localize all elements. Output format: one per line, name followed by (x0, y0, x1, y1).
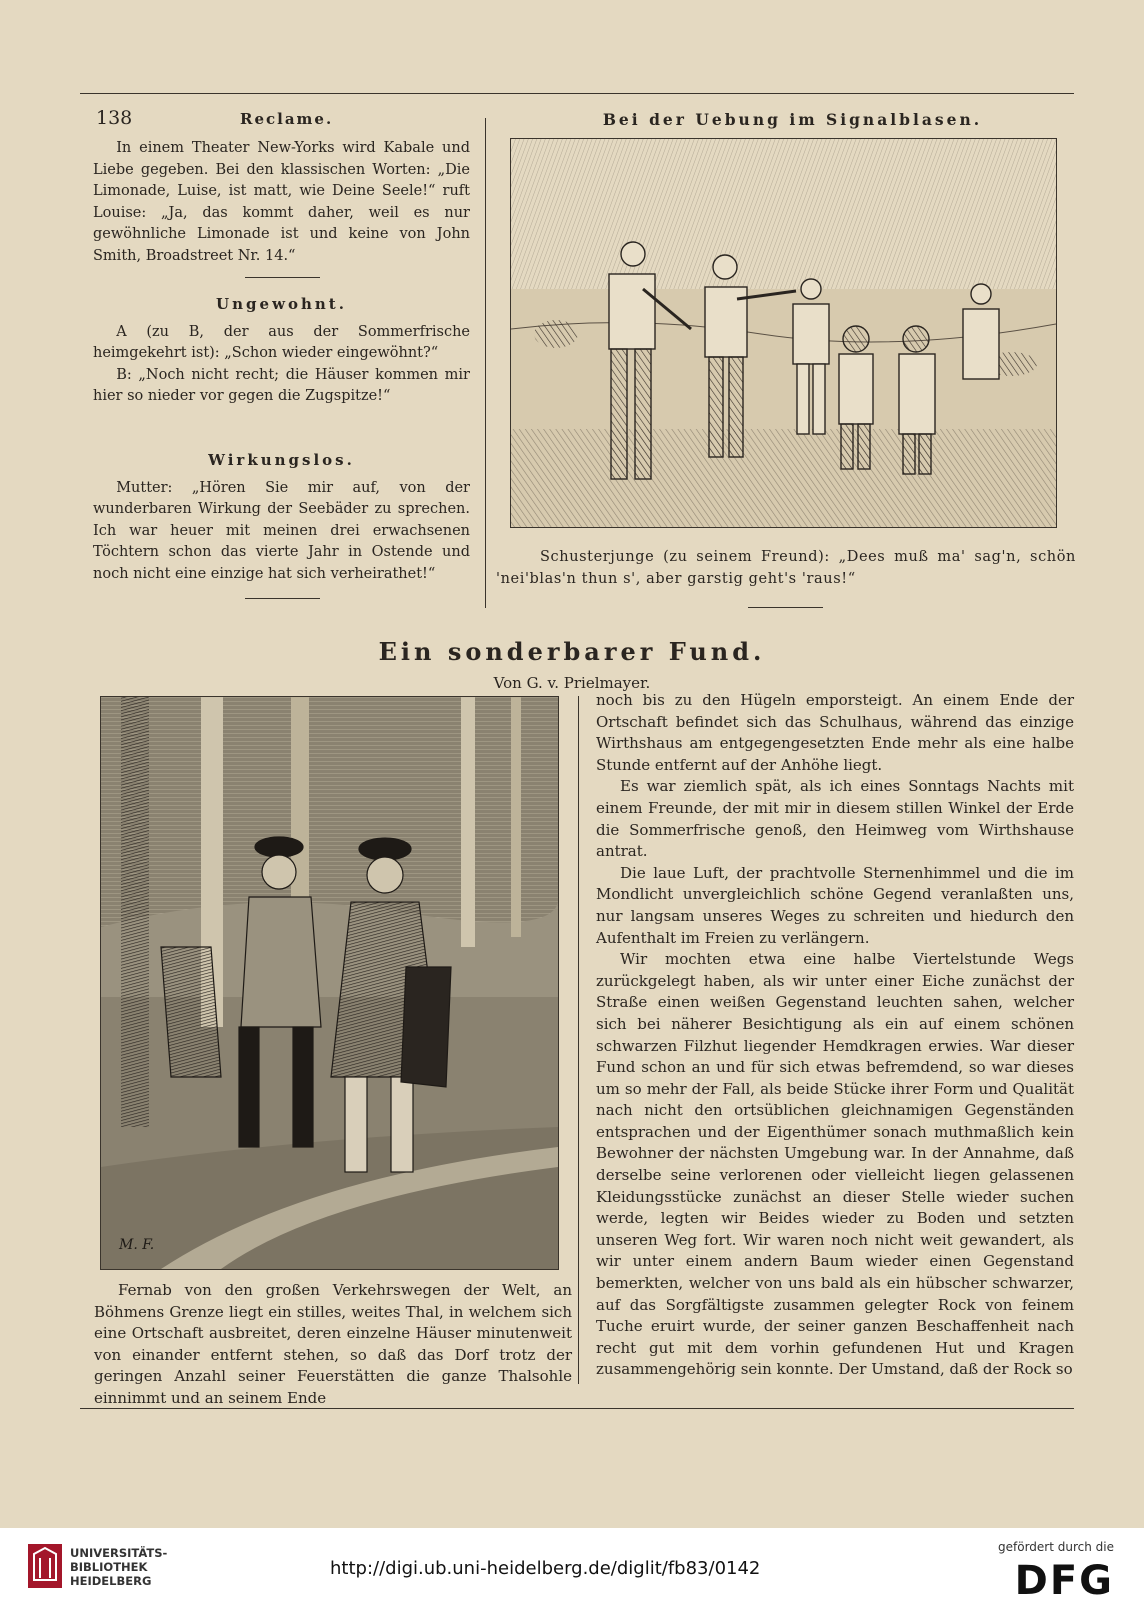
wirkungslos-text: Mutter: „Hören Sie mir auf, von der wunderbaren Wirkung der Seebäder zu sprechen. Ich war heuer mit meinen drei erwachsenen Töchtern schon das vierte Jahr in Ostende und noch nicht eine einzige hat sich verheirathet!“ (93, 479, 470, 582)
story-paragraph: Fernab von den großen Verkehrswegen der Welt, an Böhmens Grenze liegt ein stilles, weites Thal, in welchem sich eine Ortschaft ausbreitet, deren einzelne Häuser minutenweit von einander entfernt stehen, so daß das Dorf trotz der geringen Anzahl seiner Feuerstätten die ganze Thalsohle einnimmt und an seinem Ende (94, 1281, 572, 1407)
wirkungslos-block (93, 450, 470, 586)
column-divider (485, 118, 486, 608)
wirkungslos-title: Wirkungslos. (208, 451, 355, 469)
story-right-column (596, 690, 1074, 1381)
library-name: UNIVERSITÄTS- BIBLIOTHEK HEIDELBERG (70, 1546, 168, 1588)
section-title: Reclame. (240, 110, 334, 128)
engraving-drawing (101, 697, 558, 1269)
page-number: 138 (96, 107, 133, 129)
ungewohnt-block (93, 294, 470, 408)
engraving-signature: M. F. (119, 1237, 155, 1253)
cartoon-drawing (511, 139, 1056, 527)
separator-rule (245, 598, 320, 599)
library-logo-icon (28, 1544, 62, 1588)
story-title: Ein sonderbarer Fund. (378, 637, 766, 666)
footer-bar (0, 1528, 1144, 1607)
funding-note: gefördert durch die (998, 1540, 1114, 1554)
cartoon-caption: Schusterjunge (zu seinem Freund): „Dees muß ma' sag'n, schön 'nei'blas'n thun s', aber garstig geht's 'raus!“ (496, 549, 1076, 587)
separator-rule (748, 607, 823, 608)
illustration-title: Bei der Uebung im Signalblasen. (602, 110, 983, 129)
engraving-illustration (100, 696, 559, 1270)
cartoon-illustration (510, 138, 1057, 528)
ungewohnt-p1: A (zu B, der aus der Sommerfrische heimgekehrt ist): „Schon wieder eingewöhnt?“ (93, 323, 470, 362)
story-paragraph: noch bis zu den Hügeln emporsteigt. An einem Ende der Ortschaft befindet sich das Schulhaus, während das einzige Wirthshaus am entgegengesetzten Ende mehr als eine halbe Stunde entfernt auf der Anhöhe liegt. (596, 691, 1074, 774)
dfg-logo: DFG (1014, 1558, 1114, 1604)
ungewohnt-title: Ungewohnt. (216, 295, 347, 313)
reclame-text: In einem Theater New-Yorks wird Kabale und Liebe gegeben. Bei den klassischen Worten: „Die Limonade, Luise, ist matt, wie Deine Seele!“ ruft Louise: „Ja, das kommt daher, weil es nur gewöhnliche Limonade ist und keine von John Smith, Broadstreet Nr. 14.“ (93, 140, 470, 264)
separator-rule (245, 277, 320, 278)
reclame-block (93, 138, 470, 268)
ungewohnt-p2: B: „Noch nicht recht; die Häuser kommen mir hier so nieder vor gegen die Zugspitze!“ (93, 366, 470, 405)
story-paragraph: Wir mochten etwa eine halbe Viertelstunde Wegs zurückgelegt haben, als wir unter einer Eiche zunächst der Straße einen weißen Gegenstand leuchten sahen, welcher sich bei näherer Besichtigung als ein auf einem schönen schwarzen Filzhut liegender Hemdkragen erwies. War dieser Fund schon an und für sich etwas befremdend, so war dieses um so mehr der Fall, als beide Stücke ihrer Form und Qualität nach nicht den ortsüblichen gleichnamigen Gegenständen entsprachen und der Eigenthümer sonach muthmaßlich kein Bewohner der nächsten Umgebung war. In der Annahme, daß derselbe seine verlorenen oder vielleicht liegen gelassenen Kleidungsstücke zunächst an dieser Stelle wieder suchen werde, legten wir Beides wieder zu Boden und setzten unseren Weg fort. Wir waren noch nicht weit gewandert, als wir unter einem andern Baum wieder einen Gegenstand bemerkten, welcher von uns bald als ein hübscher schwarzer, auf das Sorgfältigste zusammen gelegter Rock von feinem Tuche eruirt wurde, der seiner ganzen Beschaffenheit nach recht gut mit dem vorhin gefundenen Hut und Kragen zusammengehörig sein konnte. Der Umstand, daß der Rock so (596, 950, 1074, 1379)
story-left-column (94, 1280, 572, 1410)
story-paragraph: Die laue Luft, der prachtvolle Sternenhimmel und die im Mondlicht unvergleichlich schöne Gegend veranlaßten uns, nur langsam unseres Weges zu schreiten und hiedurch den Aufenthalt im Freien zu verlängern. (596, 863, 1074, 947)
story-paragraph: Es war ziemlich spät, als ich eines Sonntags Nachts mit einem Freunde, der mit mir in diesem stillen Winkel der Erde die Sommerfrische genoß, den Heimweg vom Wirthshause antrat. (596, 777, 1074, 861)
story-byline: Von G. v. Prielmayer. (493, 674, 651, 692)
story-column-divider (578, 696, 579, 1384)
top-rule (80, 93, 1074, 94)
source-url-link[interactable]: http://digi.ub.uni-heidelberg.de/diglit/fb83/0142 (330, 1558, 761, 1579)
